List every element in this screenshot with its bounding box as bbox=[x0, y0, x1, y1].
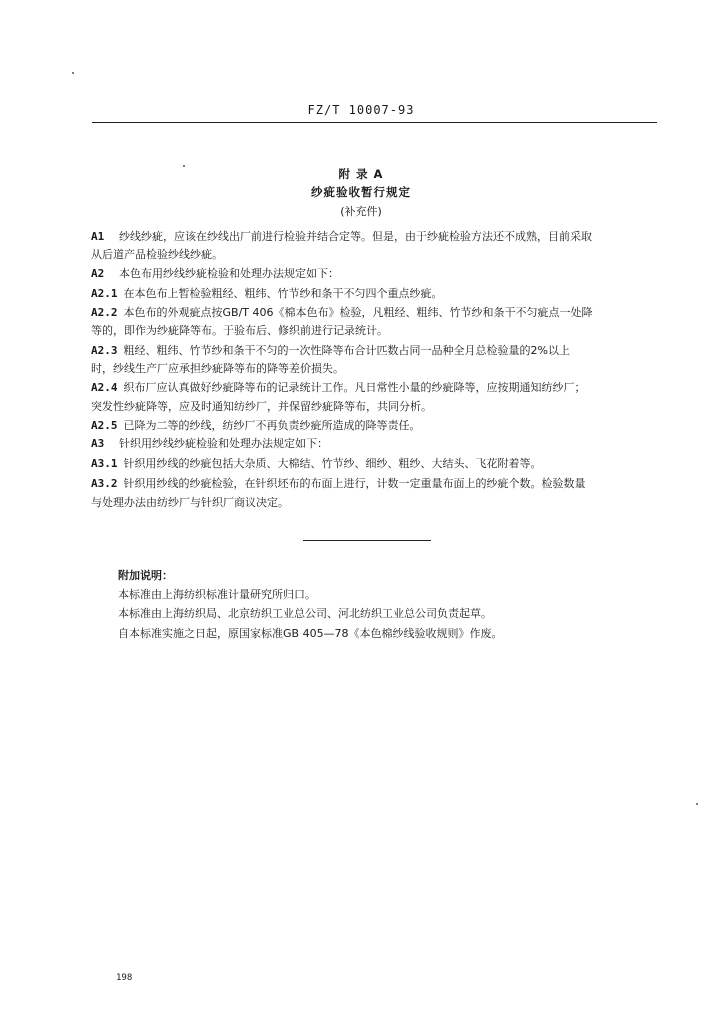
paragraph-number: A1 bbox=[91, 230, 105, 243]
paragraph-a2 bbox=[91, 267, 657, 280]
paragraph-number: A3.2 bbox=[91, 477, 118, 490]
paragraph-line: 粗经、粗纬、竹节纱和条干不匀的一次性降等布合计匹数占同一品种全月总检验量的2%以上 bbox=[123, 344, 570, 357]
paragraph-a1 bbox=[91, 230, 657, 243]
paragraph-a1-continuation: 从后道产品检验纱线纱疵。 bbox=[91, 248, 223, 261]
paragraph-a2-4-continuation: 突发性纱疵降等，应及时通知纺纱厂，并保留纱疵降等布，共同分析。 bbox=[91, 400, 432, 413]
notes-line: 本标准由上海纺织局、北京纺织工业总公司、河北纺织工业总公司负责起草。 bbox=[118, 607, 492, 620]
paragraph-number: A2.5 bbox=[91, 419, 118, 432]
paragraph-a3-1 bbox=[91, 457, 657, 470]
paragraph-a3-2-continuation: 与处理办法由纺纱厂与针织厂商议决定。 bbox=[91, 496, 289, 509]
paragraph-line: 已降为二等的纱线，纺纱厂不再负责纱疵所造成的降等责任。 bbox=[123, 419, 421, 432]
notes-line: 自本标准实施之日起，原国家标准GB 405—78《本色棉纱线验收规则》作废。 bbox=[118, 627, 503, 640]
paragraph-a2-3 bbox=[91, 344, 657, 357]
paragraph-number: A3.1 bbox=[91, 457, 118, 470]
section-divider bbox=[303, 540, 431, 541]
paragraph-number: A3 bbox=[91, 437, 105, 450]
scan-speck bbox=[696, 803, 698, 805]
paragraph-line: 在本色布上暂检验粗经、粗纬、竹节纱和条干不匀四个重点纱疵。 bbox=[123, 287, 443, 300]
appendix-type: (补充件) bbox=[340, 205, 382, 218]
paragraph-a3 bbox=[91, 437, 657, 450]
paragraph-a2-2-continuation: 等的，即作为纱疵降等布。于验布后、修织前进行记录统计。 bbox=[91, 324, 388, 337]
paragraph-number: A2 bbox=[91, 267, 105, 280]
appendix-title: 纱疵验收暂行规定 bbox=[311, 185, 411, 199]
paragraph-line: 针织用纱线的纱疵包括大杂质、大棉结、竹节纱、细纱、粗纱、大结头、飞花附着等。 bbox=[123, 457, 542, 470]
scan-speck bbox=[183, 165, 185, 167]
page-number: 198 bbox=[116, 973, 133, 983]
paragraph-line: 本色布的外观疵点按GB/T 406《棉本色布》检验，凡粗经、粗纬、竹节纱和条干不匀疵点一处降 bbox=[123, 306, 593, 319]
paragraph-a2-3-continuation: 时，纱线生产厂应承担纱疵降等布的降等差价损失。 bbox=[91, 362, 344, 375]
paragraph-a2-1 bbox=[91, 287, 657, 300]
paragraph-a2-2 bbox=[91, 306, 657, 319]
paragraph-number: A2.2 bbox=[91, 306, 118, 319]
paragraph-a2-5 bbox=[91, 419, 657, 432]
notes-title: 附加说明： bbox=[118, 569, 173, 582]
paragraph-a2-4 bbox=[91, 381, 657, 394]
paragraph-line: 织布厂应认真做好纱疵降等布的记录统计工作。凡日常性小量的纱疵降等，应按期通知纺纱厂； bbox=[123, 381, 586, 394]
paragraph-line: 针织用纱线纱疵检验和处理办法规定如下： bbox=[119, 437, 328, 450]
paragraph-line: 纱线纱疵，应该在纱线出厂前进行检验并结合定等。但是，由于纱疵检验方法还不成熟，目前采取 bbox=[119, 230, 592, 243]
paragraph-number: A2.1 bbox=[91, 287, 118, 300]
paragraph-number: A2.3 bbox=[91, 344, 118, 357]
scan-speck bbox=[72, 72, 74, 74]
header-code: FZ/T 10007-93 bbox=[307, 103, 415, 117]
notes-line: 本标准由上海纺织标准计量研究所归口。 bbox=[118, 588, 316, 601]
appendix-label: 附 录 A bbox=[338, 167, 384, 181]
paragraph-number: A2.4 bbox=[91, 381, 118, 394]
header-rule bbox=[92, 122, 657, 123]
paragraph-line: 本色布用纱线纱疵检验和处理办法规定如下： bbox=[119, 267, 339, 280]
paragraph-line: 针织用纱线的纱疵检验，在针织坯布的布面上进行，计数一定重量布面上的纱疵个数。检验数量 bbox=[123, 477, 586, 490]
paragraph-a3-2 bbox=[91, 477, 657, 490]
